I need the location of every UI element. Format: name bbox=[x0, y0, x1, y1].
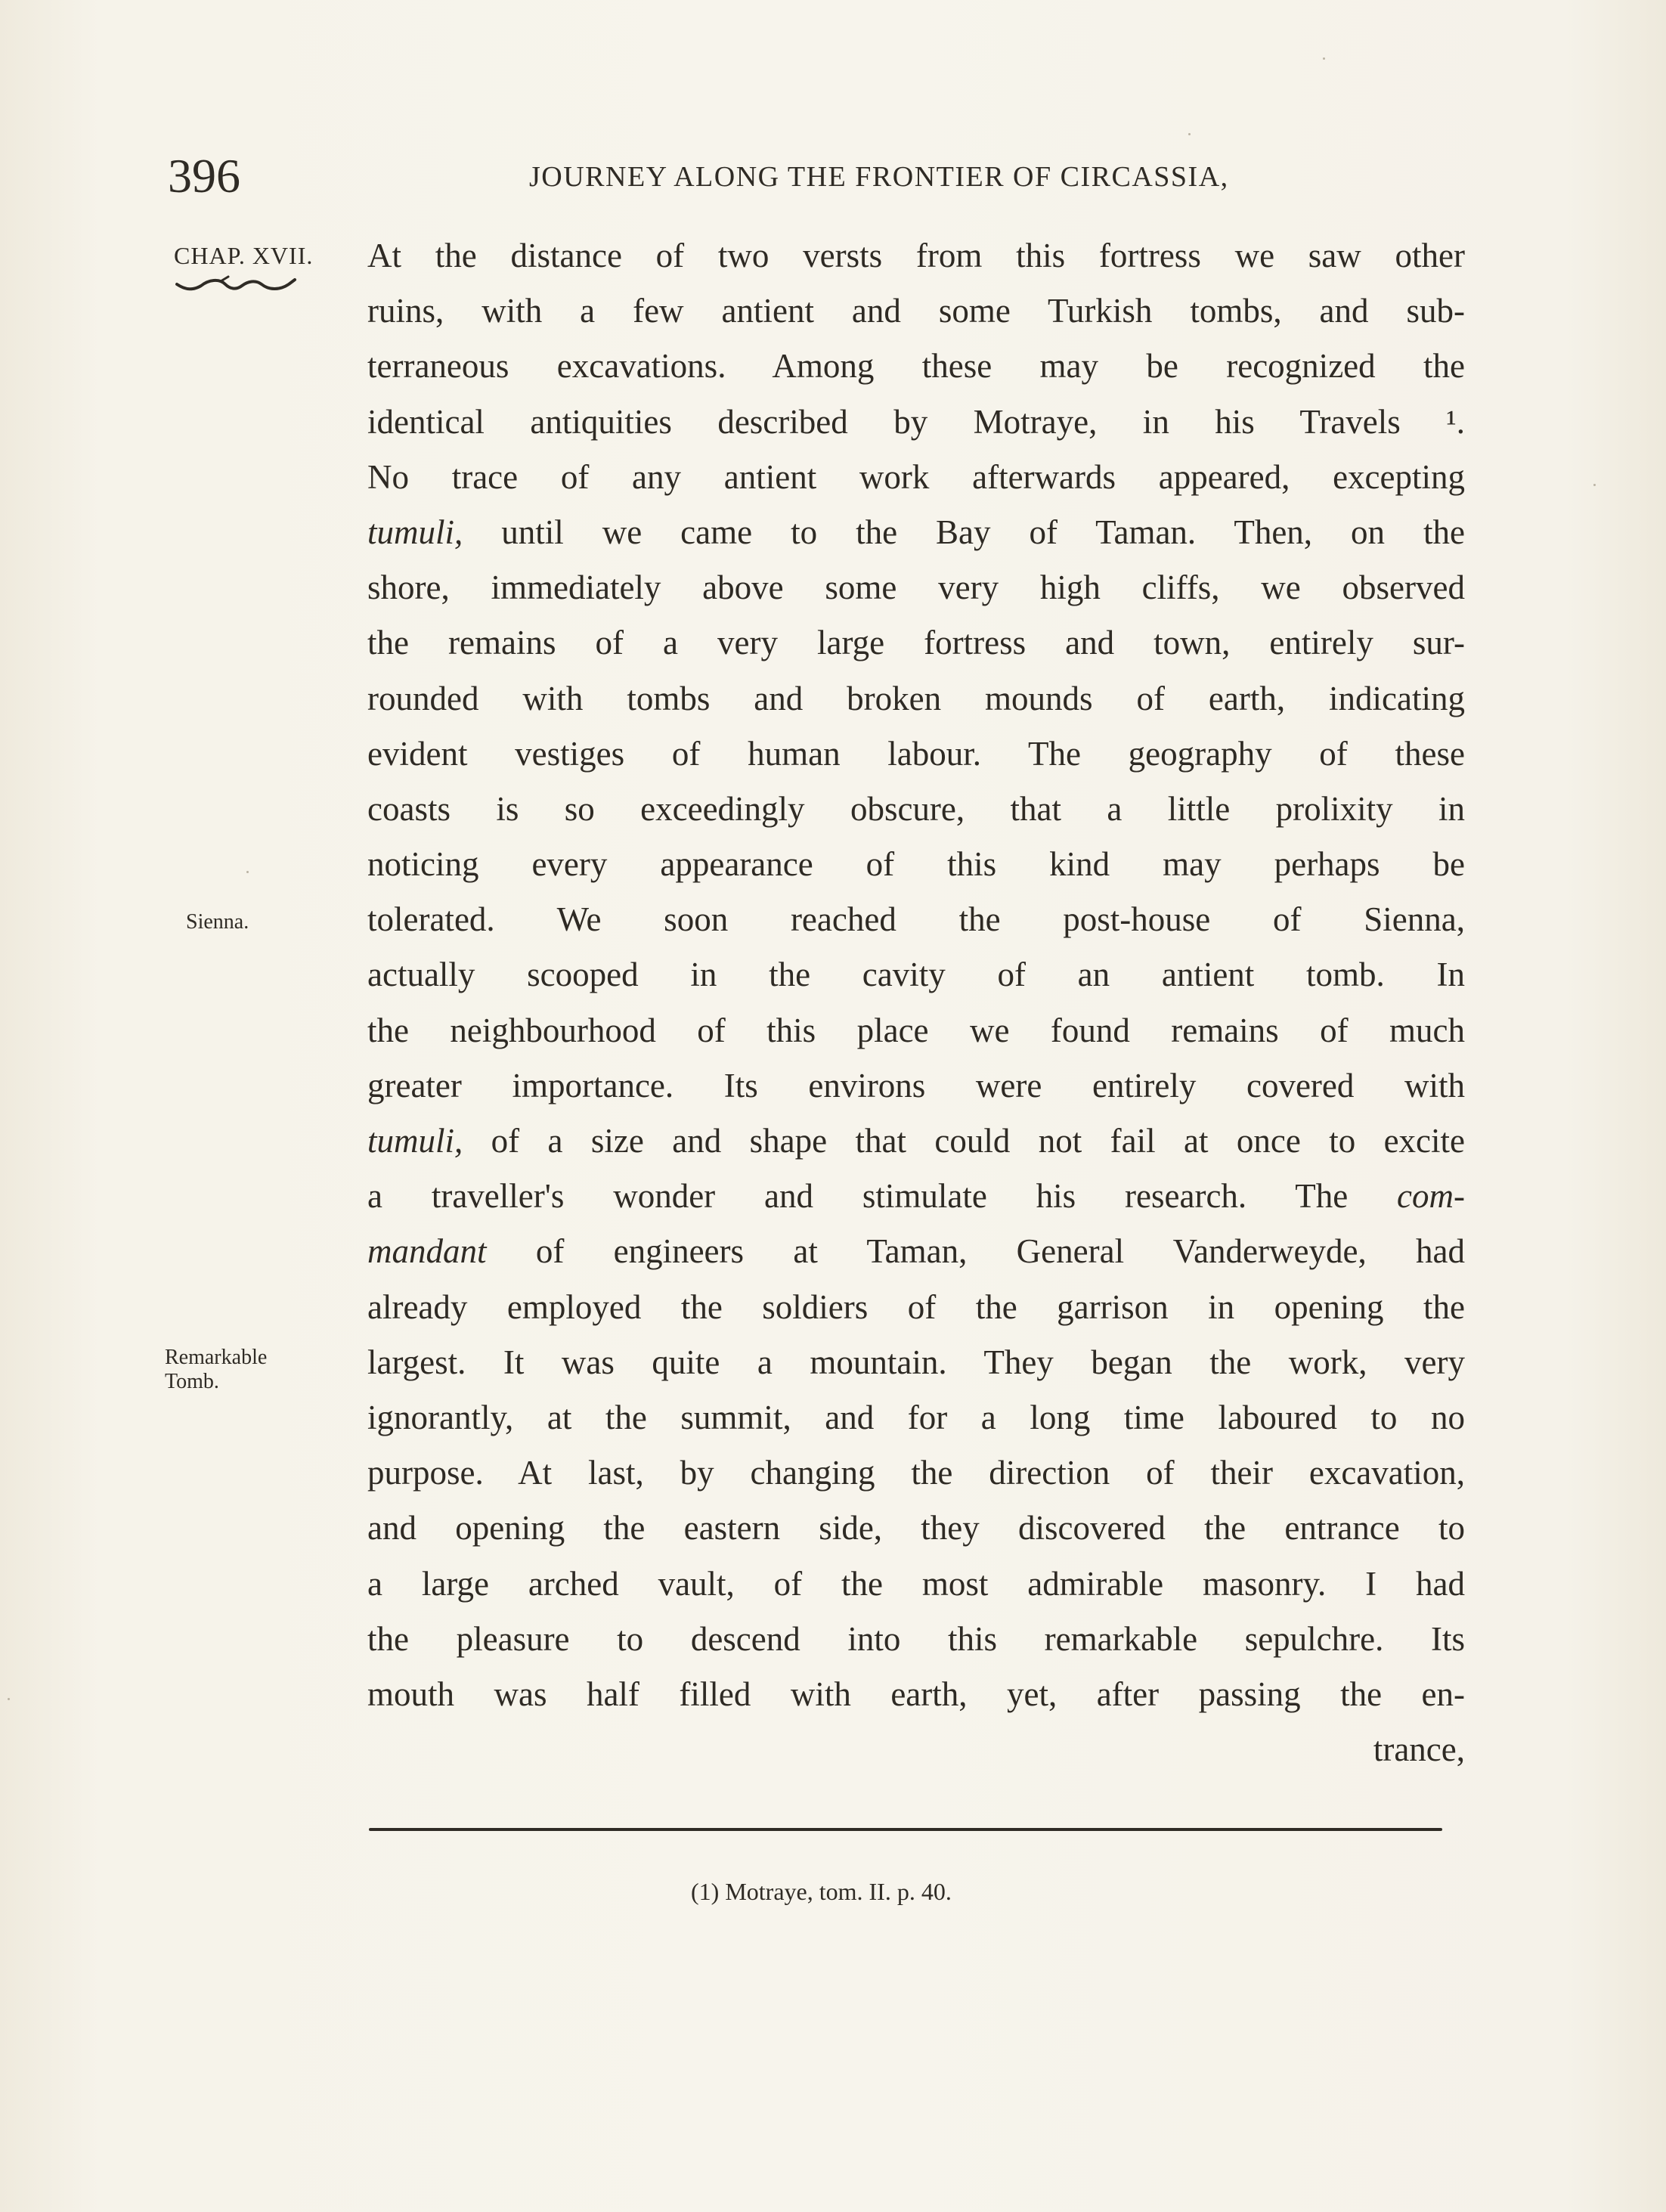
text-line: the pleasure to descend into this remarkable sepulchre. Its bbox=[367, 1619, 1465, 1658]
body-text bbox=[367, 228, 1465, 1777]
margin-note-line: Tomb. bbox=[165, 1370, 219, 1393]
chapter-label: CHAP. XVII. bbox=[174, 242, 314, 269]
text-line: actually scooped in the cavity of an antient tomb. In bbox=[367, 956, 1465, 994]
italic-term: tumuli, bbox=[367, 513, 463, 551]
text-run: of a size and shape that could not fail at once to excite bbox=[491, 1122, 1466, 1160]
text-line: rounded with tombs and broken mounds of earth, indicating bbox=[367, 679, 1465, 717]
text-run: of engineers at Taman, General Vanderweyde, had bbox=[535, 1232, 1465, 1271]
text-line: largest. It was quite a mountain. They began the work, very bbox=[367, 1343, 1465, 1381]
text-line: and opening the eastern side, they discovered the entrance to bbox=[367, 1509, 1465, 1547]
paper-speck bbox=[8, 1698, 10, 1700]
text-line: greater importance. Its environs were entirely covered with bbox=[367, 1066, 1465, 1104]
paper-speck bbox=[1323, 57, 1325, 60]
text-line: identical antiquities described by Motraye, in his Travels ¹. bbox=[367, 402, 1465, 441]
text-line: terraneous excavations. Among these may be recognized the bbox=[367, 347, 1465, 386]
paper-speck bbox=[246, 871, 249, 873]
footnote: (1) Motraye, tom. II. p. 40. bbox=[691, 1878, 952, 1905]
running-title: JOURNEY ALONG THE FRONTIER OF CIRCASSIA, bbox=[529, 161, 1229, 193]
text-line: shore, immediately above some very high cliffs, we observed bbox=[367, 568, 1465, 607]
page-number: 396 bbox=[168, 149, 240, 203]
italic-term: mandant bbox=[367, 1232, 487, 1271]
text-line: ruins, with a few antient and some Turkish tombs, and sub- bbox=[367, 292, 1465, 330]
text-run: a traveller's wonder and stimulate his research. The bbox=[367, 1177, 1349, 1216]
text-line bbox=[367, 1224, 1465, 1279]
text-run: until we came to the Bay of Taman. Then, on the bbox=[501, 513, 1465, 551]
italic-term: tumuli, bbox=[367, 1122, 463, 1160]
text-line: coasts is so exceedingly obscure, that a little prolixity in bbox=[367, 789, 1465, 828]
text-line: evident vestiges of human labour. The geography of these bbox=[367, 734, 1465, 773]
footnote-rule bbox=[369, 1828, 1442, 1831]
paper-speck bbox=[1593, 484, 1596, 486]
text-line: noticing every appearance of this kind may perhaps be bbox=[367, 845, 1465, 884]
text-line: the neighbourhood of this place we found remains of much bbox=[367, 1011, 1465, 1049]
margin-note-line: Remarkable bbox=[165, 1346, 268, 1369]
text-line bbox=[367, 505, 1465, 560]
text-line bbox=[367, 1114, 1465, 1169]
text-line: tolerated. We soon reached the post-house of Sienna, bbox=[367, 900, 1465, 939]
paper-speck bbox=[1188, 133, 1191, 135]
text-line: purpose. At last, by changing the direction of their excavation, bbox=[367, 1454, 1465, 1492]
text-line: At the distance of two versts from this fortress we saw other bbox=[367, 237, 1465, 274]
text-line bbox=[367, 1169, 1465, 1224]
italic-term: com- bbox=[1397, 1177, 1465, 1216]
margin-note-sienna: Sienna. bbox=[186, 910, 249, 934]
text-line: already employed the soldiers of the garrison in opening the bbox=[367, 1287, 1465, 1326]
catchword: trance, bbox=[1373, 1730, 1465, 1769]
text-line: mouth was half filled with earth, yet, after passing the en- bbox=[367, 1674, 1465, 1713]
margin-note-remarkable-tomb bbox=[165, 1346, 267, 1394]
text-line: a large arched vault, of the most admirable masonry. I had bbox=[367, 1564, 1465, 1603]
text-line: No trace of any antient work afterwards appeared, excepting bbox=[367, 457, 1465, 496]
text-line: ignorantly, at the summit, and for a long time laboured to no bbox=[367, 1398, 1465, 1436]
text-line: the remains of a very large fortress and town, entirely sur- bbox=[367, 624, 1465, 662]
ornament-flourish-icon bbox=[175, 274, 304, 301]
